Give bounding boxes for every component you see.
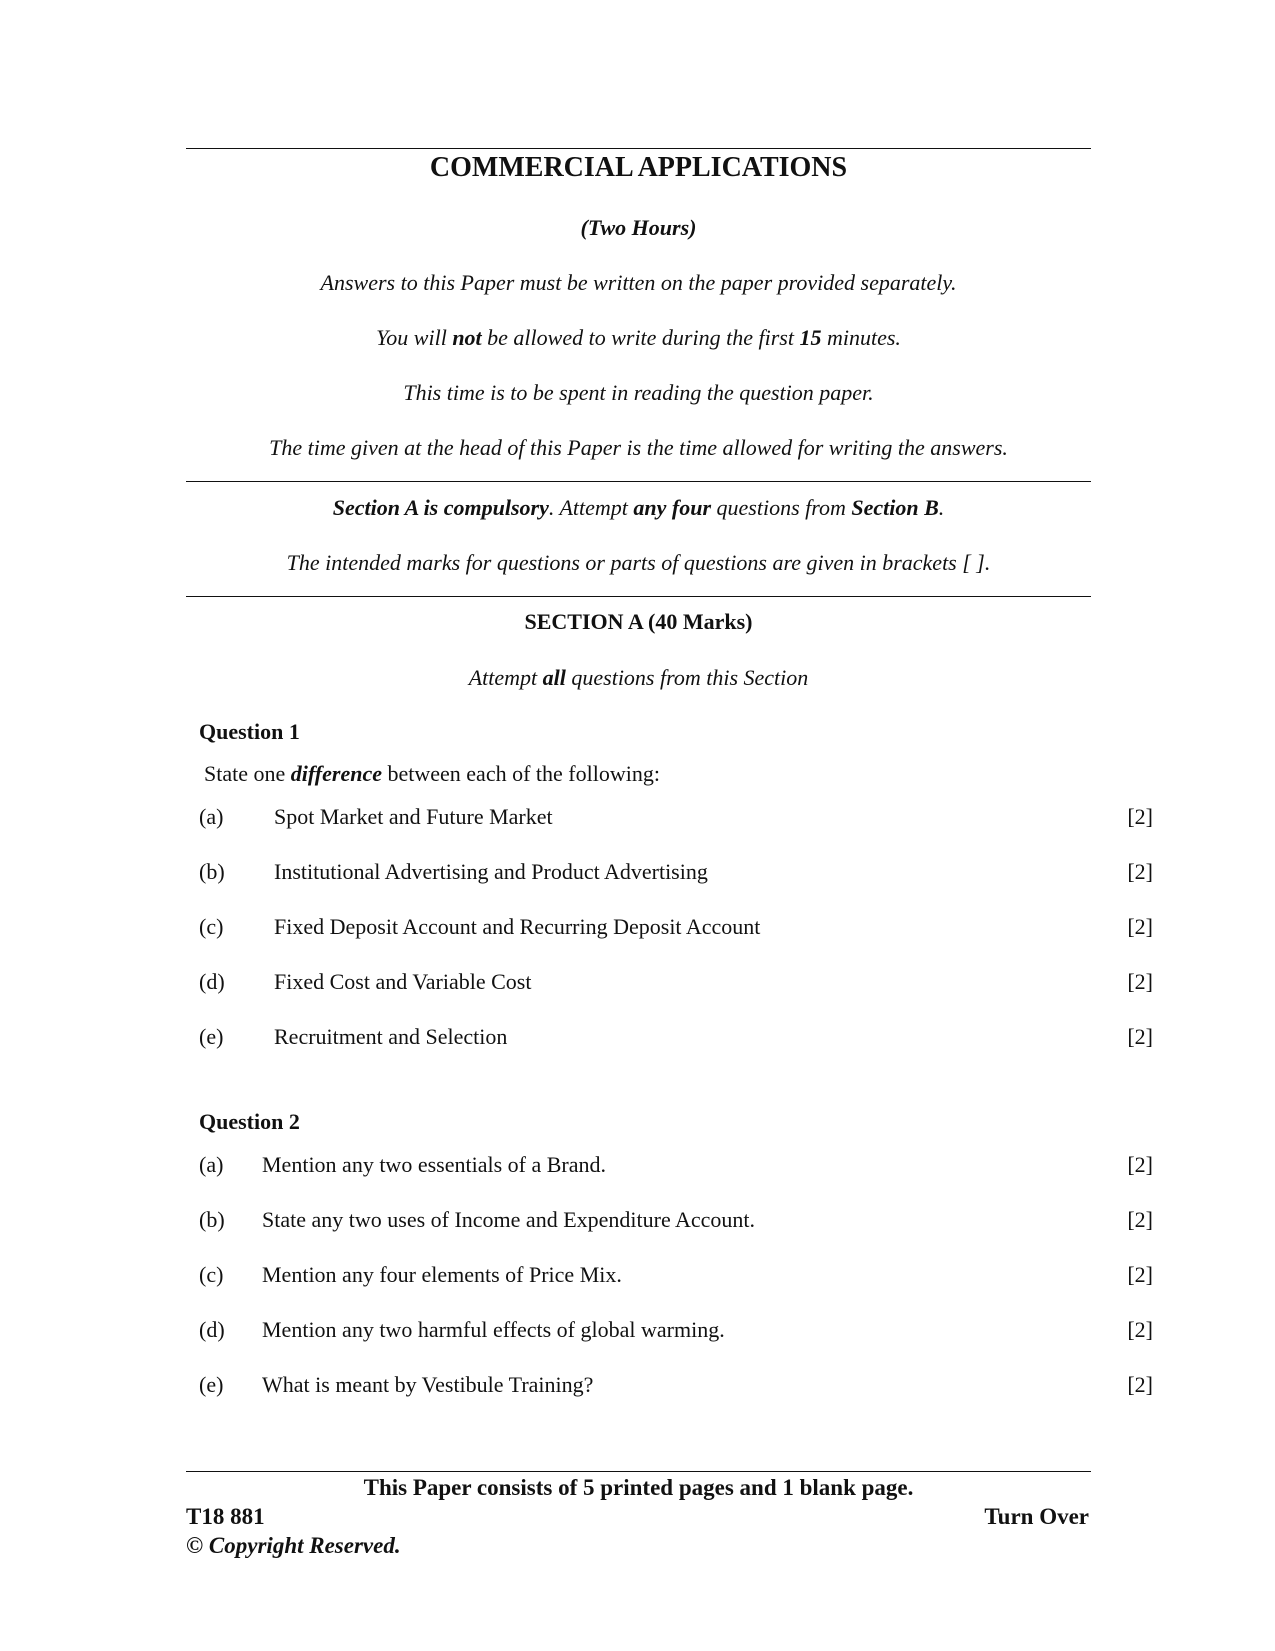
instruction-reading-time [186,325,1091,351]
item-label: (d) [199,1317,225,1342]
item-marks: [2] [1127,1152,1153,1177]
instruction-minutes-number: 15 [799,325,822,350]
item-label: (e) [199,1372,224,1397]
copyright-notice: © Copyright Reserved. [186,1533,401,1558]
item-text: State any two uses of Income and Expenditure Account. [262,1207,756,1232]
question-2-item [199,1207,1153,1237]
item-label: (a) [199,804,224,829]
instruction-reading-purpose: This time is to be spent in reading the question paper. [403,380,874,405]
question-2-item [199,1262,1153,1292]
item-text: Fixed Deposit Account and Recurring Deposit Account [274,914,761,939]
item-label: (a) [199,1152,224,1177]
item-text: Spot Market and Future Market [274,804,553,829]
paper-title: COMMERCIAL APPLICATIONS [429,152,848,183]
question-1-intro-text: State one [204,761,291,786]
question-1-heading: Question 1 [199,719,300,744]
top-rule [186,148,1091,149]
instruction-text: be allowed to write during the first [481,325,800,350]
item-text: Recruitment and Selection [274,1024,508,1049]
item-marks: [2] [1127,969,1153,994]
item-text: Institutional Advertising and Product Advertising [274,859,708,884]
section-a-subheading [186,665,1091,691]
difference-emphasis: difference [290,761,382,786]
rules-text: . Attempt [548,495,634,520]
question-2-item [199,1372,1153,1402]
footer-rule [186,1471,1091,1472]
question-1-item [199,804,1153,834]
paper-duration: (Two Hours) [580,215,697,240]
item-label: (b) [199,859,225,884]
instruction-text: minutes. [821,325,901,350]
section-a-sub-text: Attempt [468,665,543,690]
turn-over-label: Turn Over [984,1504,1089,1529]
question-1-intro-text: between each of the following: [382,761,660,786]
item-label: (c) [199,1262,224,1287]
question-2-item [199,1152,1153,1182]
section-a-sub-text: questions from this Section [565,665,809,690]
section-b-reference: Section B [851,495,939,520]
any-four-emphasis: any four [633,495,712,520]
item-text: Mention any four elements of Price Mix. [262,1262,622,1287]
pages-note: This Paper consists of 5 printed pages and 1 blank page. [363,1475,914,1500]
item-text: What is meant by Vestibule Training? [262,1372,594,1397]
section-rules [186,495,1091,521]
question-1-item [199,914,1153,944]
lower-rule [186,596,1091,597]
item-label: (d) [199,969,225,994]
item-label: (b) [199,1207,225,1232]
item-marks: [2] [1127,914,1153,939]
item-text: Fixed Cost and Variable Cost [274,969,532,994]
item-marks: [2] [1127,859,1153,884]
instruction-time-allowed: The time given at the head of this Paper is the time allowed for writing the answers. [269,435,1008,460]
item-text: Mention any two harmful effects of global warming. [262,1317,725,1342]
question-2-heading: Question 2 [199,1109,300,1134]
item-label: (c) [199,914,224,939]
item-marks: [2] [1127,1207,1153,1232]
question-1-item [199,1024,1153,1054]
instruction-text: You will [376,325,453,350]
question-1-item [199,969,1153,999]
item-marks: [2] [1127,1317,1153,1342]
item-marks: [2] [1127,804,1153,829]
paper-code: T18 881 [186,1504,265,1529]
rules-text: . [938,495,945,520]
item-marks: [2] [1127,1372,1153,1397]
item-marks: [2] [1127,1262,1153,1287]
item-text: Mention any two essentials of a Brand. [262,1152,606,1177]
middle-rule [186,481,1091,482]
rules-text: questions from [711,495,852,520]
item-label: (e) [199,1024,224,1049]
instruction-answers: Answers to this Paper must be written on the paper provided separately. [320,270,957,295]
question-2-item [199,1317,1153,1347]
marks-note: The intended marks for questions or parts of questions are given in brackets [ ]. [286,550,991,575]
question-1-intro [204,761,660,787]
question-1-item [199,859,1153,889]
item-marks: [2] [1127,1024,1153,1049]
section-a-heading: SECTION A (40 Marks) [524,609,753,634]
instruction-not-emphasis: not [452,325,482,350]
all-emphasis: all [542,665,566,690]
section-a-compulsory: Section A is compulsory [332,495,549,520]
